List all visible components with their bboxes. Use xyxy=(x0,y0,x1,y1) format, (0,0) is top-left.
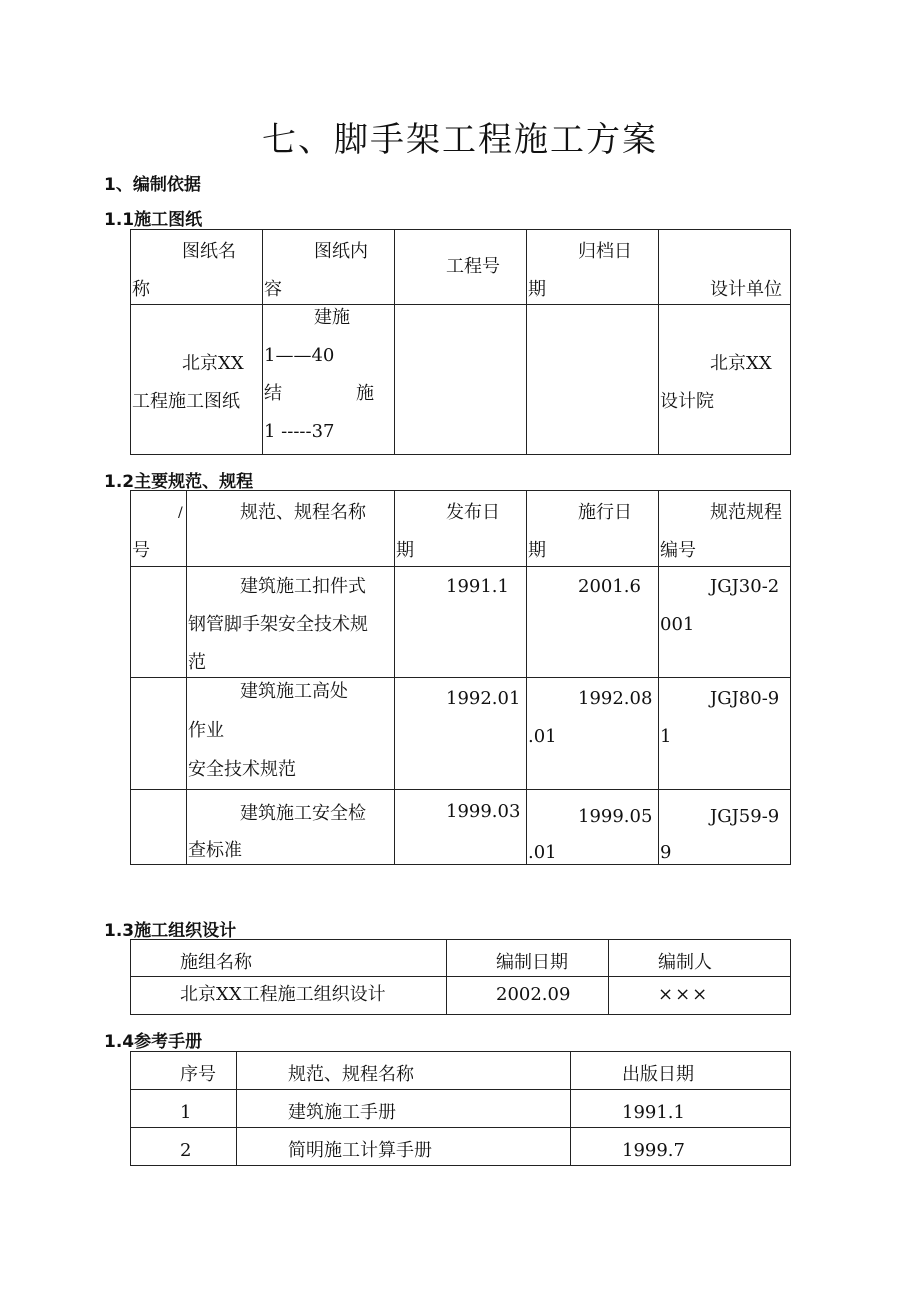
drawings-cell-content-struct-range: 1 -----37 xyxy=(264,421,335,442)
subsection-heading-manuals: 1.4参考手册 xyxy=(104,1032,203,1052)
standards-header-code: 规范规程 xyxy=(710,502,782,523)
standards-row3-name: 建筑施工安全检 xyxy=(240,803,366,824)
standards-row3-code: JGJ59-9 xyxy=(710,806,780,827)
org-cell-name: 北京XX工程施工组织设计 xyxy=(180,984,386,1005)
manuals-row2-name: 简明施工计算手册 xyxy=(288,1140,432,1161)
standards-header-publish: 发布日 xyxy=(446,502,500,523)
drawings-header-project-no: 工程号 xyxy=(446,256,500,277)
standards-row3-name-cont: 查标准 xyxy=(188,840,242,861)
org-header-author: 编制人 xyxy=(658,952,712,973)
standards-row1-name-cont: 钢管脚手架安全技术规 xyxy=(188,614,368,635)
drawings-cell-name-cont: 工程施工图纸 xyxy=(132,391,240,412)
standards-row1-publish: 1991.1 xyxy=(446,576,509,597)
subsection-heading-standards: 1.2主要规范、规程 xyxy=(104,472,254,492)
standards-row2-code-cont: 1 xyxy=(660,726,672,747)
standards-row3-effective-cont: .01 xyxy=(528,842,557,863)
drawings-header-name-cont: 称 xyxy=(132,279,150,300)
manuals-row1-no: 1 xyxy=(180,1102,192,1123)
org-header-name: 施组名称 xyxy=(180,952,252,973)
drawings-cell-name: 北京XX xyxy=(182,353,244,374)
org-header-date: 编制日期 xyxy=(496,952,568,973)
drawings-cell-content-struct-a: 结 xyxy=(264,383,282,404)
standards-row3-publish: 1999.03 xyxy=(446,801,521,822)
standards-row2-effective-cont: .01 xyxy=(528,726,557,747)
standards-row3-effective: 1999.05 xyxy=(578,806,653,827)
drawings-header-content-cont: 容 xyxy=(264,279,282,300)
manuals-header-date: 出版日期 xyxy=(622,1064,694,1085)
manuals-row2-no: 2 xyxy=(180,1140,192,1161)
manuals-header-name: 规范、规程名称 xyxy=(288,1064,414,1085)
standards-header-effective-cont: 期 xyxy=(528,540,546,561)
standards-header-name: 规范、规程名称 xyxy=(240,502,366,523)
subsection-heading-org-design: 1.3施工组织设计 xyxy=(104,921,237,941)
manuals-header-no: 序号 xyxy=(180,1064,216,1085)
standards-header-publish-cont: 期 xyxy=(396,540,414,561)
drawings-header-archive-date: 归档日 xyxy=(578,241,632,262)
drawings-cell-content-arch: 建施 xyxy=(314,307,350,328)
standards-row2-name: 建筑施工高处 xyxy=(240,681,348,702)
section-heading-basis: 1、编制依据 xyxy=(104,175,201,195)
standards-row2-effective: 1992.08 xyxy=(578,688,653,709)
standards-row3-code-cont: 9 xyxy=(660,842,672,863)
standards-header-no: 号 xyxy=(132,540,150,561)
standards-row1-code-cont: 001 xyxy=(660,614,695,635)
standards-row1-effective: 2001.6 xyxy=(578,576,641,597)
manuals-row1-name: 建筑施工手册 xyxy=(288,1102,396,1123)
standards-row1-name-cont2: 范 xyxy=(188,652,206,673)
drawings-header-design-unit: 设计单位 xyxy=(710,279,782,300)
manuals-row2-date: 1999.7 xyxy=(622,1140,685,1161)
drawings-cell-content-struct-b: 施 xyxy=(356,383,374,404)
standards-header-code-cont: 编号 xyxy=(660,540,696,561)
drawings-cell-content-arch-range: 1——40 xyxy=(264,345,335,366)
standards-row2-code: JGJ80-9 xyxy=(710,688,780,709)
subsection-heading-drawings: 1.1施工图纸 xyxy=(104,210,203,230)
standards-row1-name: 建筑施工扣件式 xyxy=(240,576,366,597)
standards-row2-name-cont: 作业 xyxy=(188,720,224,741)
standards-row2-publish: 1992.01 xyxy=(446,688,521,709)
manuals-row1-date: 1991.1 xyxy=(622,1102,685,1123)
org-cell-author: ××× xyxy=(658,984,710,1005)
drawings-cell-design-unit: 北京XX xyxy=(710,353,772,374)
page-title: 七、脚手架工程施工方案 xyxy=(262,120,658,160)
drawings-header-content: 图纸内 xyxy=(314,241,368,262)
drawings-header-archive-date-cont: 期 xyxy=(528,279,546,300)
standards-header-no-mark: / xyxy=(178,505,183,521)
org-cell-date: 2002.09 xyxy=(496,984,571,1005)
standards-row1-code: JGJ30-2 xyxy=(710,576,780,597)
standards-row2-name-cont2: 安全技术规范 xyxy=(188,759,296,780)
standards-header-effective: 施行日 xyxy=(578,502,632,523)
drawings-cell-design-unit-cont: 设计院 xyxy=(660,391,714,412)
drawings-header-name: 图纸名 xyxy=(182,241,236,262)
